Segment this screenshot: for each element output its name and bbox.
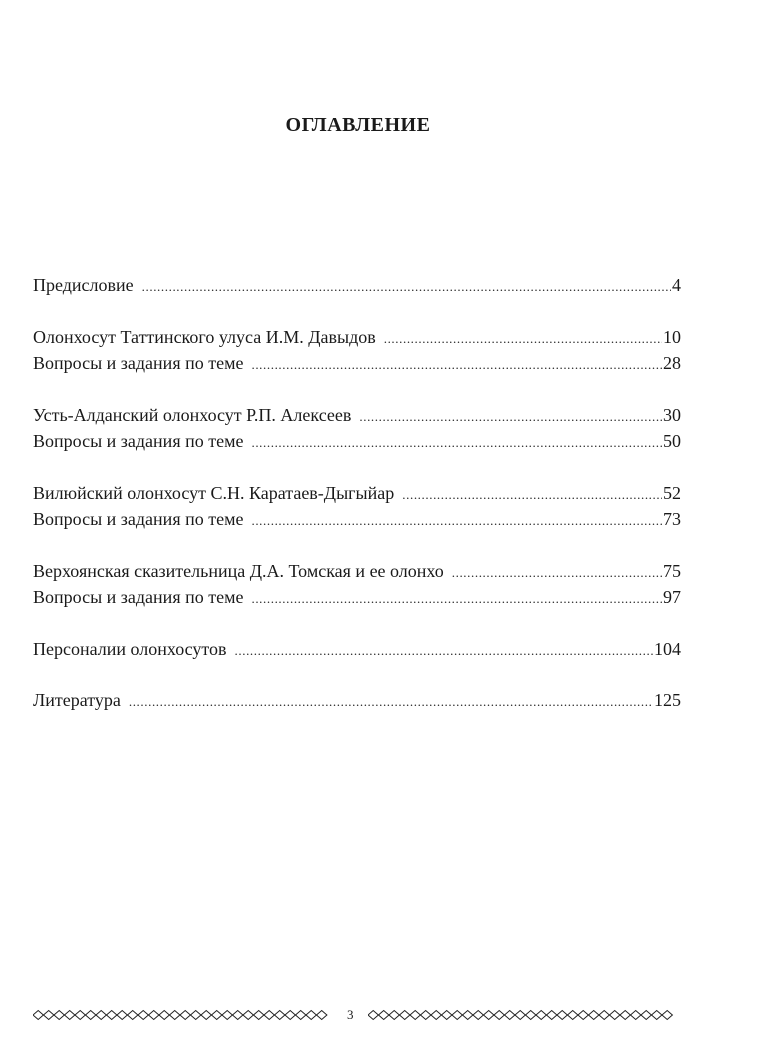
diamond-link (254, 1011, 264, 1020)
diamond-chain-ornament-icon (368, 1005, 674, 1025)
diamond-link (609, 1011, 619, 1020)
diamond-link (233, 1011, 243, 1020)
diamond-link (546, 1011, 556, 1020)
toc-leader-dots (142, 274, 671, 301)
toc-entry-title: Вопросы и задания по теме (33, 509, 244, 529)
toc-entry-title: Верхоянская сказительница Д.А. Томская и ее олонхо (33, 560, 444, 581)
toc-leader-dots (251, 586, 662, 613)
diamond-link (86, 1011, 96, 1020)
toc-group-karataev (33, 480, 681, 533)
toc-leader-dots (359, 404, 662, 431)
toc-entry[interactable] (33, 506, 681, 533)
diamond-link (557, 1011, 567, 1020)
page-number: 3 (347, 1007, 354, 1022)
toc-group-preface (33, 272, 681, 299)
diamond-link (578, 1011, 588, 1020)
toc-entry-title: Вилюйский олонхосут С.Н. Каратаев-Дыгыйар (33, 482, 395, 503)
toc-entry-page: 73 (663, 509, 681, 529)
toc-entry-title: Усть-Алданский олонхосут Р.П. Алексеев (33, 404, 352, 425)
diamond-link (75, 1011, 85, 1020)
diamond-link (431, 1011, 441, 1020)
diamond-link (33, 1011, 43, 1020)
diamond-link (191, 1011, 201, 1020)
diamond-link (473, 1011, 483, 1020)
ornament-right (368, 1008, 674, 1022)
diamond-chain-ornament-icon (33, 1005, 333, 1025)
diamond-link (462, 1011, 472, 1020)
diamond-link (651, 1011, 661, 1020)
toc-entry[interactable] (33, 428, 681, 455)
toc-entry[interactable] (33, 558, 681, 585)
toc-entry-title: Литература (33, 690, 121, 710)
diamond-link (96, 1011, 106, 1020)
diamond-link (441, 1011, 451, 1020)
toc-entry[interactable] (33, 636, 681, 663)
toc-leader-dots (251, 508, 662, 535)
toc-entry[interactable] (33, 324, 681, 351)
toc-entry-page: 97 (663, 587, 681, 607)
diamond-link (201, 1011, 211, 1020)
diamond-link (399, 1011, 409, 1020)
toc-group-davydov (33, 324, 681, 377)
diamond-link (641, 1011, 651, 1020)
toc-entry-page: 52 (663, 482, 681, 503)
ornament-left (33, 1008, 333, 1022)
diamond-link (504, 1011, 514, 1020)
table-of-contents (33, 272, 681, 739)
toc-entry[interactable] (33, 687, 681, 714)
toc-entry-title: Вопросы и задания по теме (33, 431, 244, 451)
diamond-link (620, 1011, 630, 1020)
toc-leader-dots (235, 638, 653, 665)
diamond-link (170, 1011, 180, 1020)
diamond-link (54, 1011, 64, 1020)
toc-entry-title: Персоналии олонхосутов (33, 638, 227, 659)
diamond-link (588, 1011, 598, 1020)
diamond-link (222, 1011, 232, 1020)
diamond-link (275, 1011, 285, 1020)
toc-group-literature (33, 687, 681, 714)
toc-entry-page: 28 (663, 353, 681, 373)
toc-entry[interactable] (33, 350, 681, 377)
toc-entry-page: 30 (663, 404, 681, 425)
toc-entry[interactable] (33, 480, 681, 507)
toc-group-alekseev (33, 402, 681, 455)
diamond-link (180, 1011, 190, 1020)
diamond-link (243, 1011, 253, 1020)
diamond-link (420, 1011, 430, 1020)
diamond-link (452, 1011, 462, 1020)
diamond-link (515, 1011, 525, 1020)
diamond-link (117, 1011, 127, 1020)
diamond-link (410, 1011, 420, 1020)
diamond-link (149, 1011, 159, 1020)
diamond-link (138, 1011, 148, 1020)
diamond-link (159, 1011, 169, 1020)
toc-entry-title: Вопросы и задания по теме (33, 587, 244, 607)
toc-entry-page: 4 (672, 275, 681, 295)
diamond-link (317, 1011, 327, 1020)
diamond-link (296, 1011, 306, 1020)
toc-entry[interactable] (33, 402, 681, 429)
toc-leader-dots (384, 326, 662, 353)
diamond-link (44, 1011, 54, 1020)
diamond-link (128, 1011, 138, 1020)
toc-leader-dots (251, 352, 662, 379)
diamond-link (567, 1011, 577, 1020)
diamond-link (212, 1011, 222, 1020)
toc-group-tomskaya (33, 558, 681, 611)
diamond-link (483, 1011, 493, 1020)
diamond-link (494, 1011, 504, 1020)
diamond-link (536, 1011, 546, 1020)
toc-entry-page: 10 (663, 326, 681, 347)
diamond-link (285, 1011, 295, 1020)
diamond-link (630, 1011, 640, 1020)
diamond-link (107, 1011, 117, 1020)
toc-entry[interactable] (33, 272, 681, 299)
toc-leader-dots (402, 482, 662, 509)
toc-group-personalii (33, 636, 681, 663)
diamond-link (368, 1011, 378, 1020)
diamond-link (378, 1011, 388, 1020)
diamond-link (389, 1011, 399, 1020)
diamond-link (306, 1011, 316, 1020)
toc-entry-title: Олонхосут Таттинского улуса И.М. Давыдов (33, 326, 376, 347)
toc-leader-dots (452, 560, 662, 587)
toc-entry-title: Вопросы и задания по теме (33, 353, 244, 373)
toc-entry-page: 75 (663, 560, 681, 581)
toc-entry-title: Предисловие (33, 275, 134, 295)
diamond-link (525, 1011, 535, 1020)
toc-entry[interactable] (33, 584, 681, 611)
toc-entry-page: 104 (654, 638, 681, 659)
diamond-link (599, 1011, 609, 1020)
page-title: ОГЛАВЛЕНИЕ (285, 114, 431, 136)
toc-entry-page: 125 (654, 690, 681, 710)
diamond-link (264, 1011, 274, 1020)
toc-leader-dots (129, 689, 653, 716)
toc-entry-page: 50 (663, 431, 681, 451)
diamond-link (662, 1011, 672, 1020)
toc-leader-dots (251, 430, 662, 457)
diamond-link (65, 1011, 75, 1020)
page-footer (33, 1004, 681, 1026)
